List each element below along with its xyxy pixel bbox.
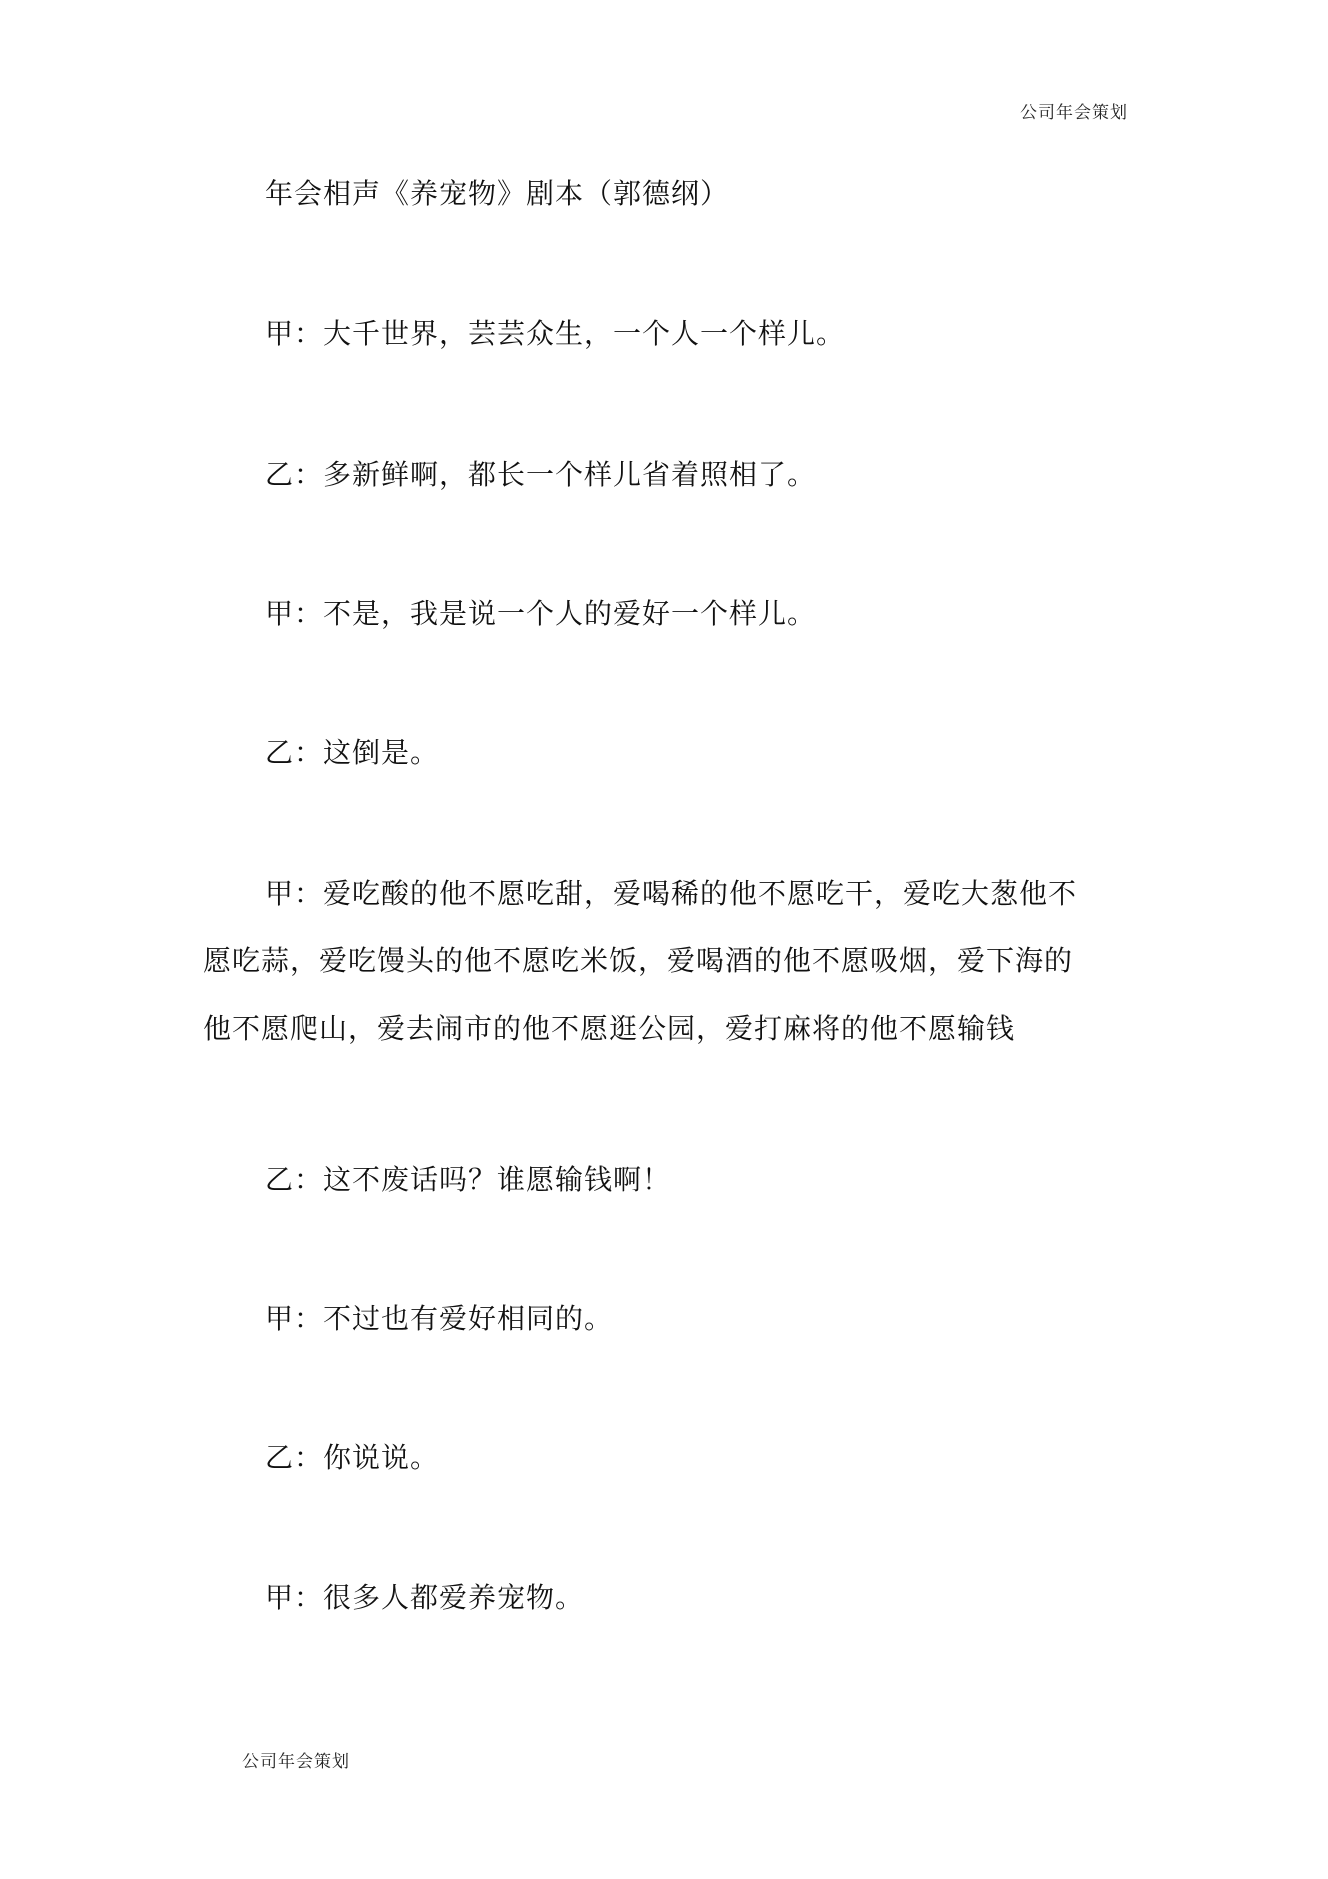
dialogue-line-continuation: 他不愿爬山，爱去闹市的他不愿逛公园，爱打麻将的他不愿输钱 <box>203 1012 1016 1045</box>
dialogue-line: 甲：很多人都爱养宠物。 <box>265 1581 585 1614</box>
dialogue-line: 乙：你说说。 <box>265 1441 440 1474</box>
dialogue-line: 乙：多新鲜啊，都长一个样儿省着照相了。 <box>265 458 817 491</box>
dialogue-line: 甲：不是，我是说一个人的爱好一个样儿。 <box>265 597 817 630</box>
dialogue-line: 甲：大千世界，芸芸众生，一个人一个样儿。 <box>265 317 846 350</box>
page-header: 公司年会策划 <box>1020 103 1128 123</box>
dialogue-line: 甲：不过也有爱好相同的。 <box>265 1302 614 1335</box>
document-title: 年会相声《养宠物》剧本（郭德纲） <box>265 177 730 210</box>
dialogue-line: 甲：爱吃酸的他不愿吃甜，爱喝稀的他不愿吃干，爱吃大葱他不 <box>265 877 1078 910</box>
page-footer: 公司年会策划 <box>242 1752 350 1772</box>
dialogue-line: 乙：这不废话吗？谁愿输钱啊！ <box>265 1163 672 1196</box>
dialogue-line: 乙：这倒是。 <box>265 736 440 769</box>
dialogue-line-continuation: 愿吃蒜，爱吃馒头的他不愿吃米饭，爱喝酒的他不愿吸烟，爱下海的 <box>203 944 1074 977</box>
